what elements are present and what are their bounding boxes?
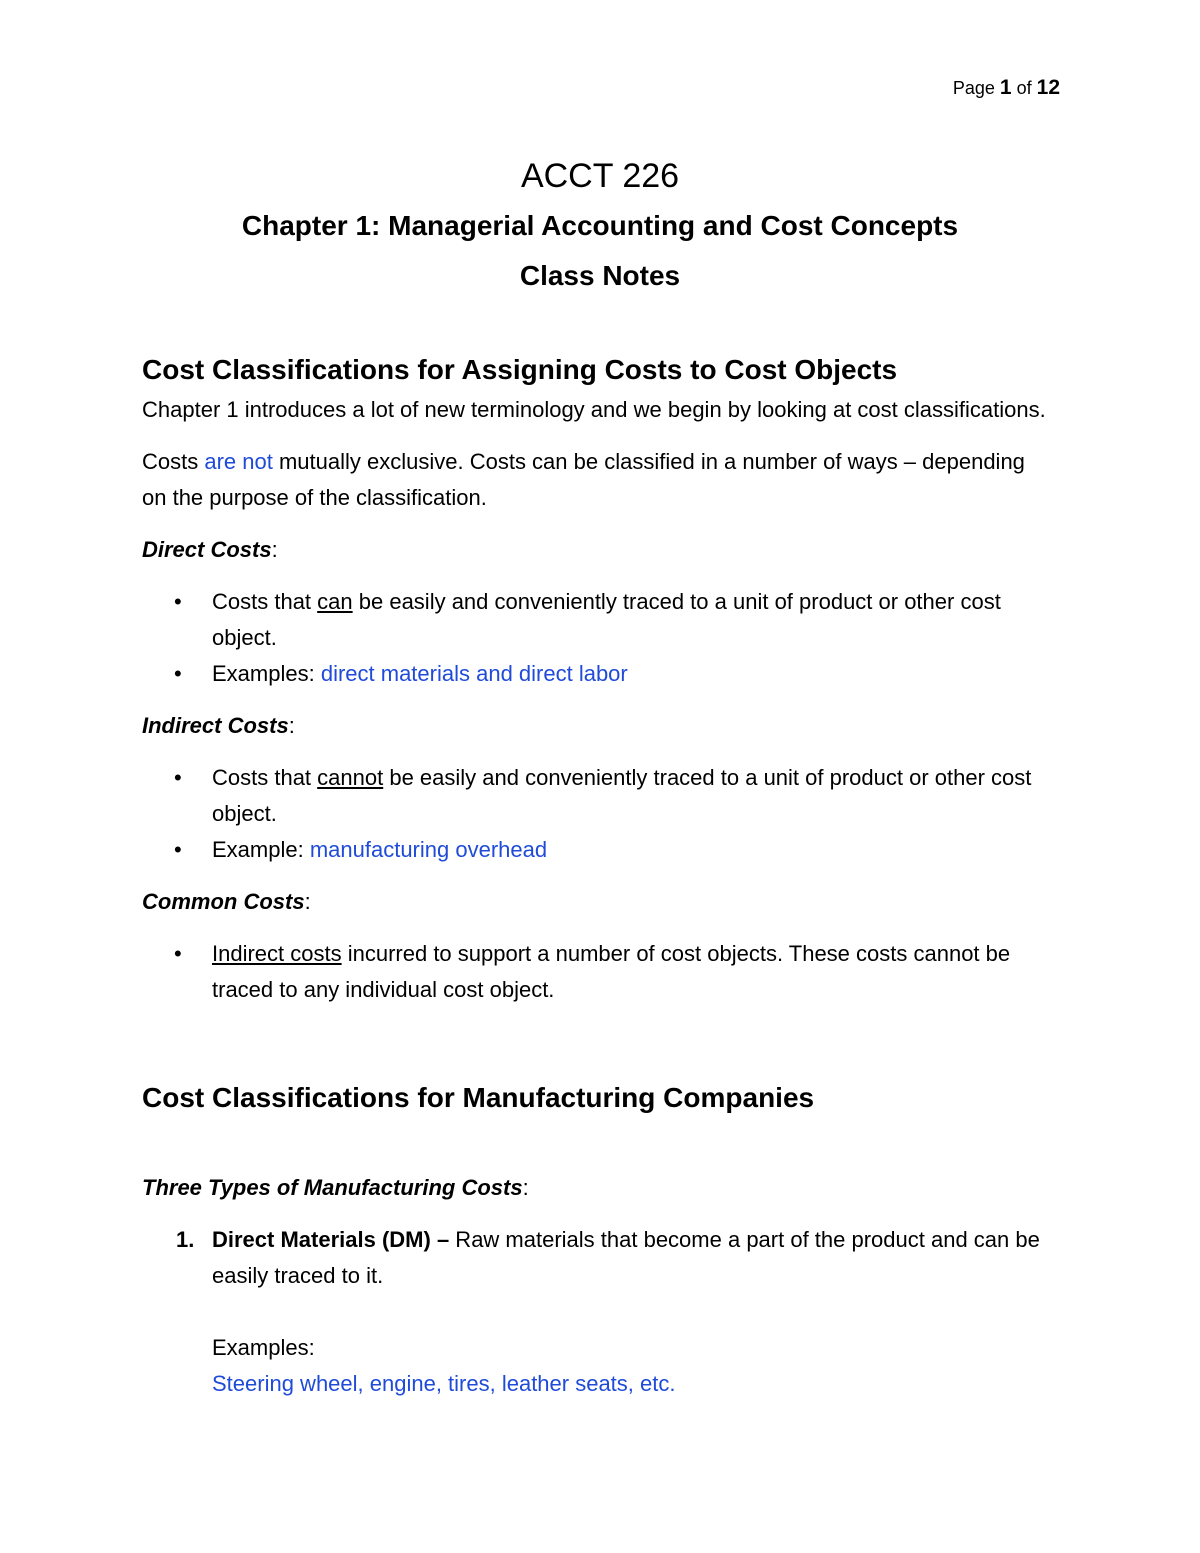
page-current: 1 — [999, 76, 1012, 99]
list-item: • Examples: direct materials and direct labor — [142, 656, 1052, 692]
direct-costs-subhead: Direct Costs: — [142, 537, 278, 562]
course-title: ACCT 226 — [520, 157, 680, 195]
examples-label: Examples: — [212, 1335, 315, 1360]
list-item: • Costs that cannot be easily and conveniently traced to a unit of product or other cost object. — [142, 760, 1052, 832]
examples-text: Steering wheel, engine, tires, leather seats, etc. — [212, 1371, 676, 1396]
indirect-costs-subhead: Indirect Costs: — [142, 713, 295, 738]
list-item: • Costs that can be easily and conveniently traced to a unit of product or other cost object. — [142, 584, 1052, 656]
indirect-costs-list — [142, 760, 1052, 868]
list-item: • Example: manufacturing overhead — [142, 832, 1052, 868]
section-heading-manufacturing: Cost Classifications for Manufacturing Companies — [142, 1082, 815, 1113]
page-of-label: of — [1016, 78, 1032, 98]
section-heading-cost-objects: Cost Classifications for Assigning Costs to Cost Objects — [142, 354, 898, 385]
direct-materials-term: Direct Materials (DM) – — [212, 1227, 450, 1252]
item-number: 1. — [176, 1227, 195, 1252]
chapter-title: Chapter 1: Managerial Accounting and Cost Concepts — [241, 210, 959, 241]
page-total: 12 — [1036, 76, 1060, 99]
common-costs-subhead: Common Costs: — [142, 889, 311, 914]
page-label: Page — [952, 78, 995, 98]
are-not-highlight: are not — [204, 449, 273, 474]
exclusive-paragraph: Costs are not mutually exclusive. Costs can be classified in a number of ways – depending on the purpose of the classification. — [142, 449, 1025, 510]
manufacturing-costs-list — [142, 1222, 1052, 1402]
direct-costs-list — [142, 584, 1052, 692]
title-block — [0, 155, 1200, 295]
page-number — [953, 76, 1060, 100]
manufacturing-costs-subhead: Three Types of Manufacturing Costs: — [142, 1175, 529, 1200]
notes-title: Class Notes — [519, 260, 681, 291]
list-item: 1. Direct Materials (DM) – Raw materials that become a part of the product and can be easily traced to it. Examples: Steering wheel, engine, tires, leather seats, etc. — [142, 1222, 1052, 1402]
list-item: • Indirect costs incurred to support a number of cost objects. These costs cannot be traced to any individual cost object. — [142, 936, 1052, 1008]
intro-paragraph: Chapter 1 introduces a lot of new terminology and we begin by looking at cost classifications. — [142, 397, 1046, 422]
document-body — [142, 350, 1052, 1402]
common-costs-list — [142, 936, 1052, 1008]
